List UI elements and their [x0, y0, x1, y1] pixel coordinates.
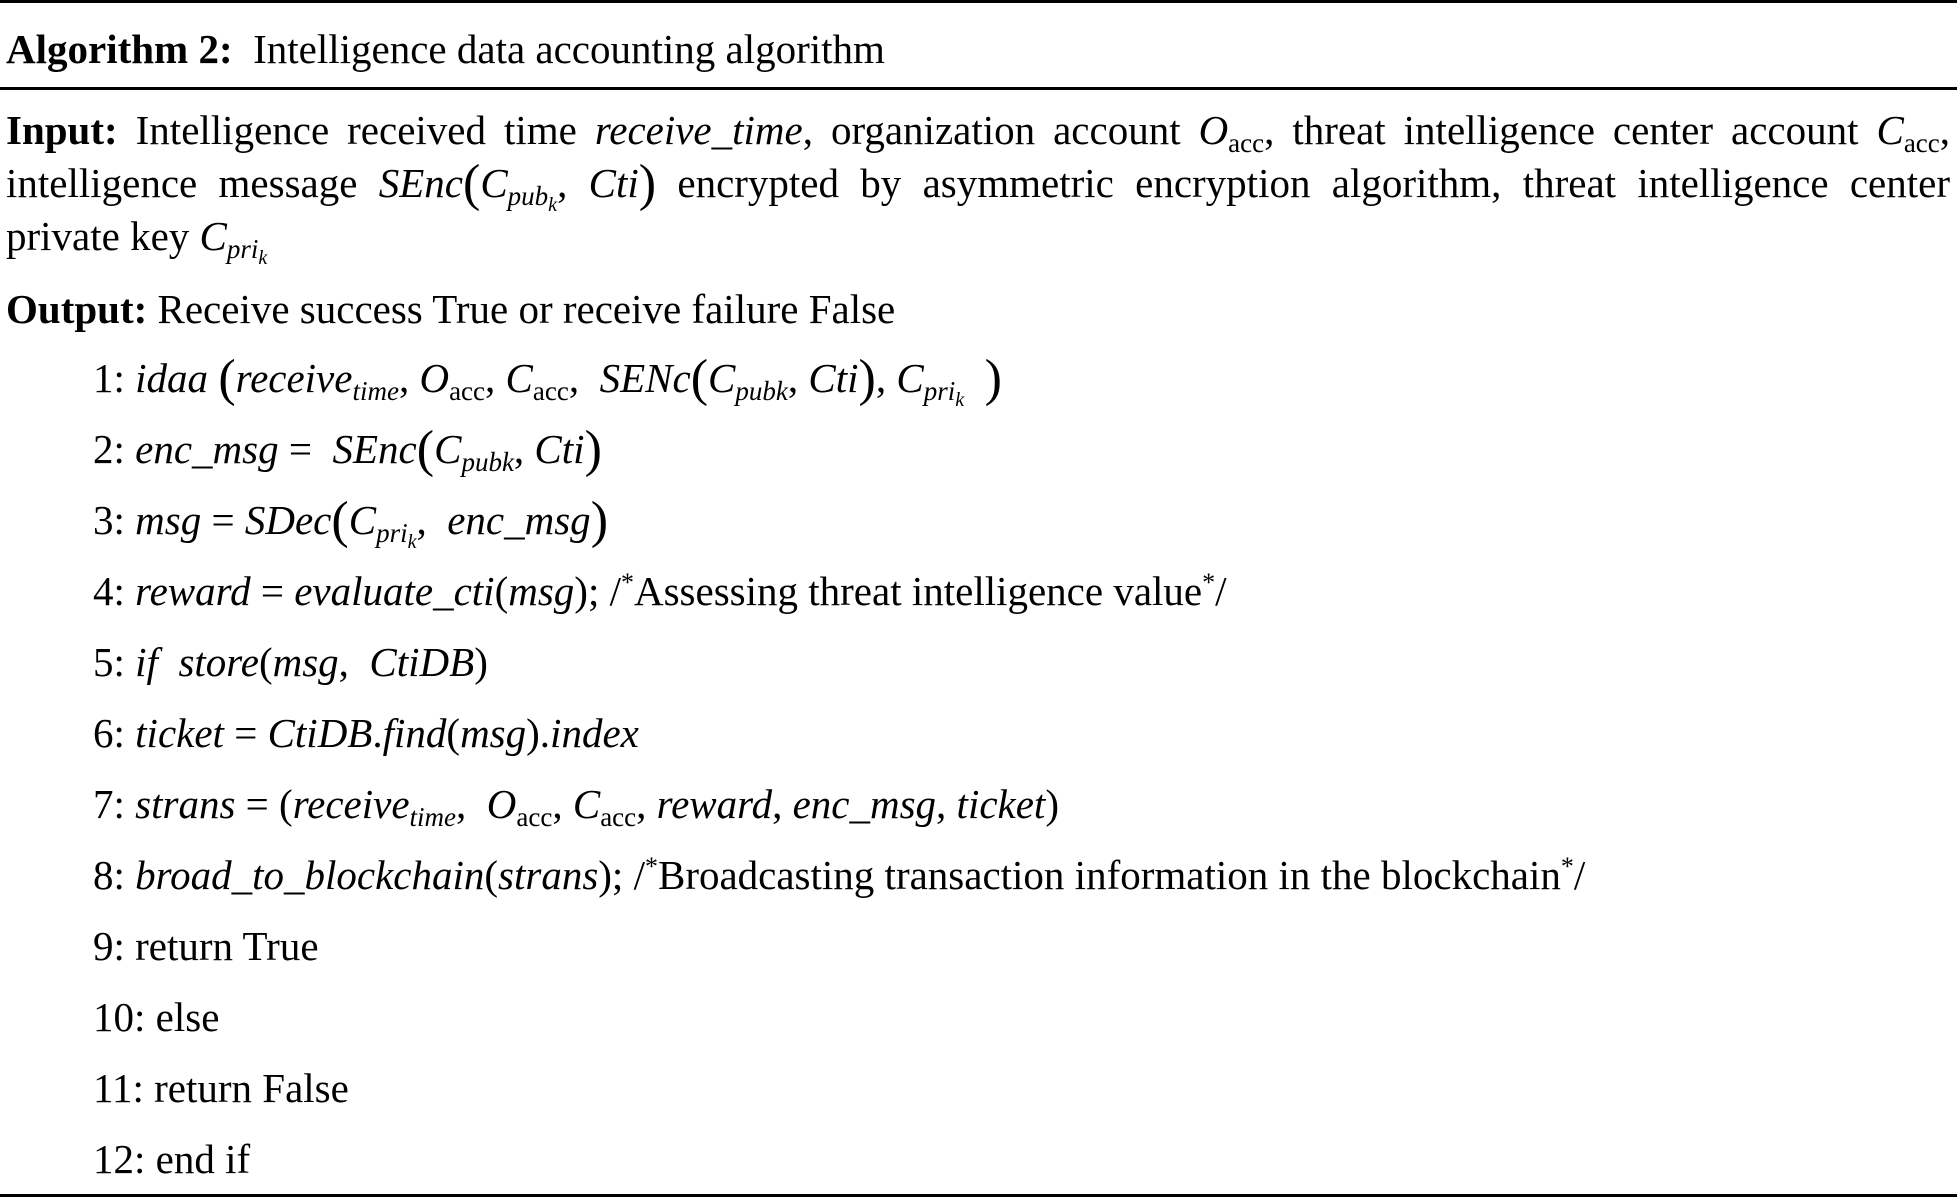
input-cti: Cti	[588, 160, 639, 206]
algorithm-title	[6, 25, 885, 73]
title-rule	[0, 87, 1957, 90]
token-c: C	[896, 355, 924, 401]
token-store: store	[178, 639, 259, 685]
token-acc: acc	[449, 376, 486, 406]
token-msg: msg	[272, 639, 339, 685]
algo-line-12	[93, 1134, 250, 1184]
token-c: C	[708, 355, 736, 401]
token-ticket: ticket	[956, 781, 1046, 827]
input-pub-sub: pub	[507, 181, 549, 211]
line-number: 3:	[93, 497, 125, 543]
algorithm-title-label: Algorithm 2:	[6, 26, 233, 72]
token-acc: acc	[600, 802, 637, 832]
input-text-2: , organization account	[802, 107, 1199, 153]
output-label: Output:	[6, 286, 148, 332]
token-acc: acc	[532, 376, 569, 406]
token-pubk: pubk	[735, 376, 788, 406]
token-ticket: ticket	[135, 710, 224, 756]
token-receive: receive	[292, 781, 410, 827]
token-ctidb: CtiDB	[369, 639, 475, 685]
token-index: index	[550, 710, 639, 756]
algo-line-2: 2: enc_msg = $SEnc(C_{pubk}$, Cti)	[93, 421, 602, 478]
line-number: 5:	[93, 639, 125, 685]
token-c: C	[572, 781, 601, 827]
algo-line-11	[93, 1063, 349, 1113]
token-c: C	[348, 497, 377, 543]
line-text: end if	[155, 1136, 251, 1182]
output-text: Receive success True or receive failure False	[157, 286, 896, 332]
input-text-3: , threat intelligence center account	[1264, 107, 1877, 153]
paren: (	[690, 350, 709, 407]
input-text-4: , intelligence message	[6, 107, 1951, 206]
token-evaluate-cti: evaluate_cti	[294, 568, 495, 614]
token-msg: msg	[135, 497, 202, 543]
algo-line-9	[93, 921, 319, 971]
input-text-5: encrypted by asymmetric encryption algorithm, threat intelligence center private key	[6, 160, 1951, 259]
algo-line-6: 6: ticket = CtiDB.find(msg).index	[93, 710, 639, 756]
token-enc-msg: enc_msg	[135, 426, 279, 472]
line-number: 7:	[93, 781, 125, 827]
input-senc: SEnc	[378, 160, 463, 206]
input-paragraph: Input: Intelligence received time receive_time, organization account $O_{acc}$, threat intelligence center account $C_{acc}$, intelligence message $SEnc(C_{pub_k}$, Cti) encrypted by asymmetric encryption algorithm, threat intelligence center private key $C_{pri_k}$	[6, 107, 1951, 269]
line-text: return True	[135, 923, 319, 969]
input-o-symbol: O	[1198, 107, 1229, 153]
algo-line-7: 7: strans = (receive$_{time}$, $O_{acc}$, $C_{acc}$, reward, enc_msg, ticket)	[93, 781, 1059, 832]
token-msg: msg	[508, 568, 575, 614]
token-if: if	[135, 639, 158, 685]
token-enc-msg: enc_msg	[447, 497, 591, 543]
token-senc: SENc	[599, 355, 691, 401]
paren: )	[584, 421, 602, 478]
line-text: return False	[154, 1065, 349, 1111]
input-cpri-symbol: C	[199, 213, 227, 259]
token-pri: pri	[923, 376, 956, 406]
token-receive: receive	[235, 355, 353, 401]
output-paragraph	[6, 283, 1950, 336]
token-o: O	[419, 355, 450, 401]
token-strans: strans	[498, 852, 599, 898]
token-acc: acc	[516, 802, 553, 832]
input-c-sub: acc	[1903, 128, 1940, 158]
token-time: time	[352, 376, 399, 406]
token-msg: msg	[460, 710, 527, 756]
token-reward: reward	[135, 568, 251, 614]
line-comment: Broadcasting transaction information in the blockchain	[657, 852, 1561, 898]
paren-open: (	[462, 155, 481, 212]
input-pri-sub: pri	[226, 234, 259, 264]
token-reward: reward	[656, 781, 773, 827]
token-cti: Cti	[534, 426, 585, 472]
input-text-1: Intelligence received time	[135, 107, 595, 153]
token-sdec: SDec	[244, 497, 332, 543]
paren: )	[590, 492, 609, 549]
token-pri: pri	[376, 518, 408, 548]
token-time: time	[409, 802, 457, 832]
token-o: O	[486, 781, 517, 827]
bottom-rule	[0, 1194, 1957, 1197]
paren: )	[984, 350, 1002, 407]
line-number: 8:	[93, 852, 125, 898]
token-k: k	[955, 389, 965, 411]
line-number: 6:	[93, 710, 125, 756]
token-senc: SEnc	[332, 426, 417, 472]
token-c: C	[434, 426, 462, 472]
line-number: 12:	[93, 1136, 146, 1182]
input-c-symbol: C	[1876, 107, 1904, 153]
input-label: Input:	[6, 107, 118, 153]
paren: )	[858, 350, 876, 407]
algorithm-title-text: Intelligence data accounting algorithm	[253, 26, 885, 72]
line-number: 9:	[93, 923, 125, 969]
algo-line-3: 3: msg = $SDec(C_{pri_k}$, enc_msg)	[93, 492, 609, 553]
paren: (	[416, 421, 435, 478]
token-cti: Cti	[808, 355, 859, 401]
algo-line-5: 5: if store(msg, CtiDB)	[93, 639, 488, 685]
line-number: 1:	[93, 355, 125, 401]
line-text: else	[155, 994, 220, 1040]
token-k: k	[407, 531, 417, 553]
paren: (	[331, 492, 349, 549]
line-number: 2:	[93, 426, 125, 472]
paren: (	[218, 350, 236, 407]
paren-close: )	[638, 155, 657, 212]
token-c: C	[505, 355, 533, 401]
input-receive-time: receive_time	[594, 107, 803, 153]
token-ctidb: CtiDB	[267, 710, 373, 756]
token-find: find	[382, 710, 447, 756]
algo-line-1: 1: idaa (receive$_{time}$, $O_{acc}$, $C_{acc}$, $SENc(C_{pubk}$, Cti), $C_{pri_k}$ )	[93, 350, 1002, 411]
algo-line-10	[93, 992, 219, 1042]
input-pri-k: k	[258, 247, 268, 269]
token-idaa: idaa	[135, 355, 209, 401]
algo-line-8: 8: broad_to_blockchain(strans); /*Broadcasting transaction information in the blockchain*/	[93, 852, 1586, 898]
algo-line-4: 4: reward = evaluate_cti(msg); /*Assessing threat intelligence value*/	[93, 568, 1227, 614]
line-number: 10:	[93, 994, 146, 1040]
line-comment: Assessing threat intelligence value	[633, 568, 1203, 614]
token-broad-to-blockchain: broad_to_blockchain	[135, 852, 485, 898]
line-number: 11:	[93, 1065, 144, 1111]
top-rule	[0, 0, 1957, 3]
token-enc-msg: enc_msg	[792, 781, 937, 827]
input-o-sub: acc	[1228, 128, 1265, 158]
token-strans: strans	[135, 781, 236, 827]
line-number: 4:	[93, 568, 125, 614]
input-cpub-symbol: C	[480, 160, 508, 206]
input-pub-k: k	[548, 194, 558, 216]
token-pubk: pubk	[461, 447, 514, 477]
